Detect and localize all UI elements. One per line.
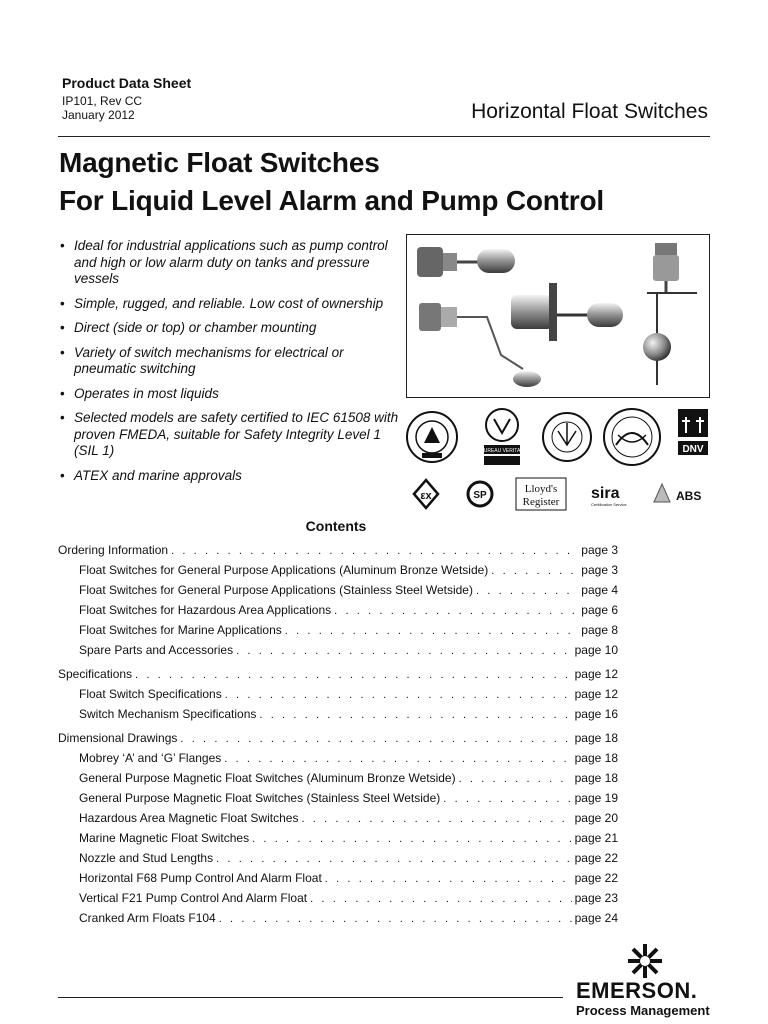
svg-text:Lloyd's: Lloyd's — [524, 483, 558, 495]
registro-italiano-navale-icon — [543, 413, 591, 461]
svg-text:Register: Register — [522, 496, 560, 508]
svg-text:εx: εx — [420, 490, 432, 502]
toc-entry[interactable]: Mobrey ‘A’ and ‘G’ Flanges . . . page 18 — [58, 751, 618, 771]
title-line-2: For Liquid Level Alarm and Pump Control — [59, 185, 604, 216]
certification-logos-row1 — [406, 405, 716, 471]
title-line-1: Magnetic Float Switches — [59, 147, 380, 178]
abs-icon — [654, 484, 701, 503]
feature-item: • Operates in most liquids — [60, 386, 400, 403]
float-switches-image — [407, 235, 709, 397]
svg-text:ABS: ABS — [676, 489, 702, 503]
toc-entry[interactable]: Horizontal F68 Pump Control And Alarm Float . . . page 22 — [58, 871, 618, 891]
feature-item: • Simple, rugged, and reliable. Low cost of ownership — [60, 296, 400, 313]
doc-date: January 2012 — [62, 108, 135, 122]
toc-entry[interactable]: Hazardous Area Magnetic Float Switches . . . page 20 — [58, 811, 618, 831]
brand-division: Process Management — [576, 1003, 710, 1018]
toc-entry[interactable]: Marine Magnetic Float Switches . . . page 21 — [58, 831, 618, 851]
toc-entry[interactable]: Float Switch Specifications . . . page 12 — [58, 687, 618, 707]
toc-entry[interactable]: Float Switches for Hazardous Area Applications . . . page 6 — [58, 603, 618, 623]
toc-entry[interactable]: Cranked Arm Floats F104 . . . page 24 — [58, 911, 618, 931]
contents-heading: Contents — [305, 518, 367, 534]
toc-entry[interactable]: General Purpose Magnetic Float Switches (Aluminum Bronze Wetside) . . . page 18 — [58, 771, 618, 791]
toc-entry[interactable]: Specifications . . . page 12 — [58, 667, 618, 687]
toc-entry[interactable]: Vertical F21 Pump Control And Alarm Float . . . page 23 — [58, 891, 618, 911]
sira-icon — [591, 485, 627, 507]
toc-entry[interactable]: Float Switches for Marine Applications . . . page 8 — [58, 623, 618, 643]
brand-name: EMERSON. — [576, 978, 698, 1003]
table-of-contents — [58, 543, 618, 931]
svg-text:DNV: DNV — [682, 444, 704, 455]
csa-icon — [468, 482, 492, 506]
toc-entry[interactable]: General Purpose Magnetic Float Switches (Stainless Steel Wetside) . . . page 19 — [58, 791, 618, 811]
atex-ex-icon — [414, 480, 438, 508]
lloyds-register-icon — [516, 478, 566, 510]
svg-text:SP: SP — [473, 490, 487, 501]
certification-logos-row2 — [406, 476, 716, 512]
product-photo — [406, 234, 710, 398]
svg-text:sira: sira — [591, 485, 620, 502]
feature-list — [60, 238, 400, 492]
toc-entry[interactable]: Dimensional Drawings . . . page 18 — [58, 731, 618, 751]
toc-entry[interactable]: Nozzle and Stud Lengths . . . page 22 — [58, 851, 618, 871]
feature-item: • Variety of switch mechanisms for electrical or pneumatic switching — [60, 345, 400, 378]
feature-item: • Selected models are safety certified to IEC 61508 with proven FMEDA, suitable for Safety Integrity Level 1 (SIL 1) — [60, 410, 400, 460]
toc-entry[interactable]: Float Switches for General Purpose Applications (Aluminum Bronze Wetside) . . . page 3 — [58, 563, 618, 583]
svg-text:Certification Service: Certification Service — [591, 502, 627, 507]
feature-item: • Ideal for industrial applications such as pump control and high or low alarm duty on tanks and pressure vessels — [60, 238, 400, 288]
toc-entry[interactable]: Switch Mechanism Specifications . . . page 16 — [58, 707, 618, 727]
feature-item: • ATEX and marine approvals — [60, 468, 400, 485]
feature-item: • Direct (side or top) or chamber mounting — [60, 320, 400, 337]
header-rule — [58, 136, 710, 137]
toc-entry[interactable]: Spare Parts and Accessories . . . page 10 — [58, 643, 618, 663]
toc-entry[interactable]: Float Switches for General Purpose Applications (Stainless Steel Wetside) . . . page 4 — [58, 583, 618, 603]
doc-type: Product Data Sheet — [62, 75, 192, 91]
svg-text:BUREAU VERITAS: BUREAU VERITAS — [480, 448, 524, 454]
doc-category: Horizontal Float Switches — [471, 100, 708, 123]
toc-entry[interactable]: Ordering Information . . . page 3 — [58, 543, 618, 563]
footer-rule — [58, 997, 563, 998]
germanischer-lloyd-icon — [604, 409, 660, 465]
sil-certified-seal-icon — [407, 412, 457, 462]
doc-number: IP101, Rev CC — [62, 94, 143, 108]
dnv-icon — [678, 409, 708, 455]
bureau-veritas-icon — [480, 409, 524, 465]
